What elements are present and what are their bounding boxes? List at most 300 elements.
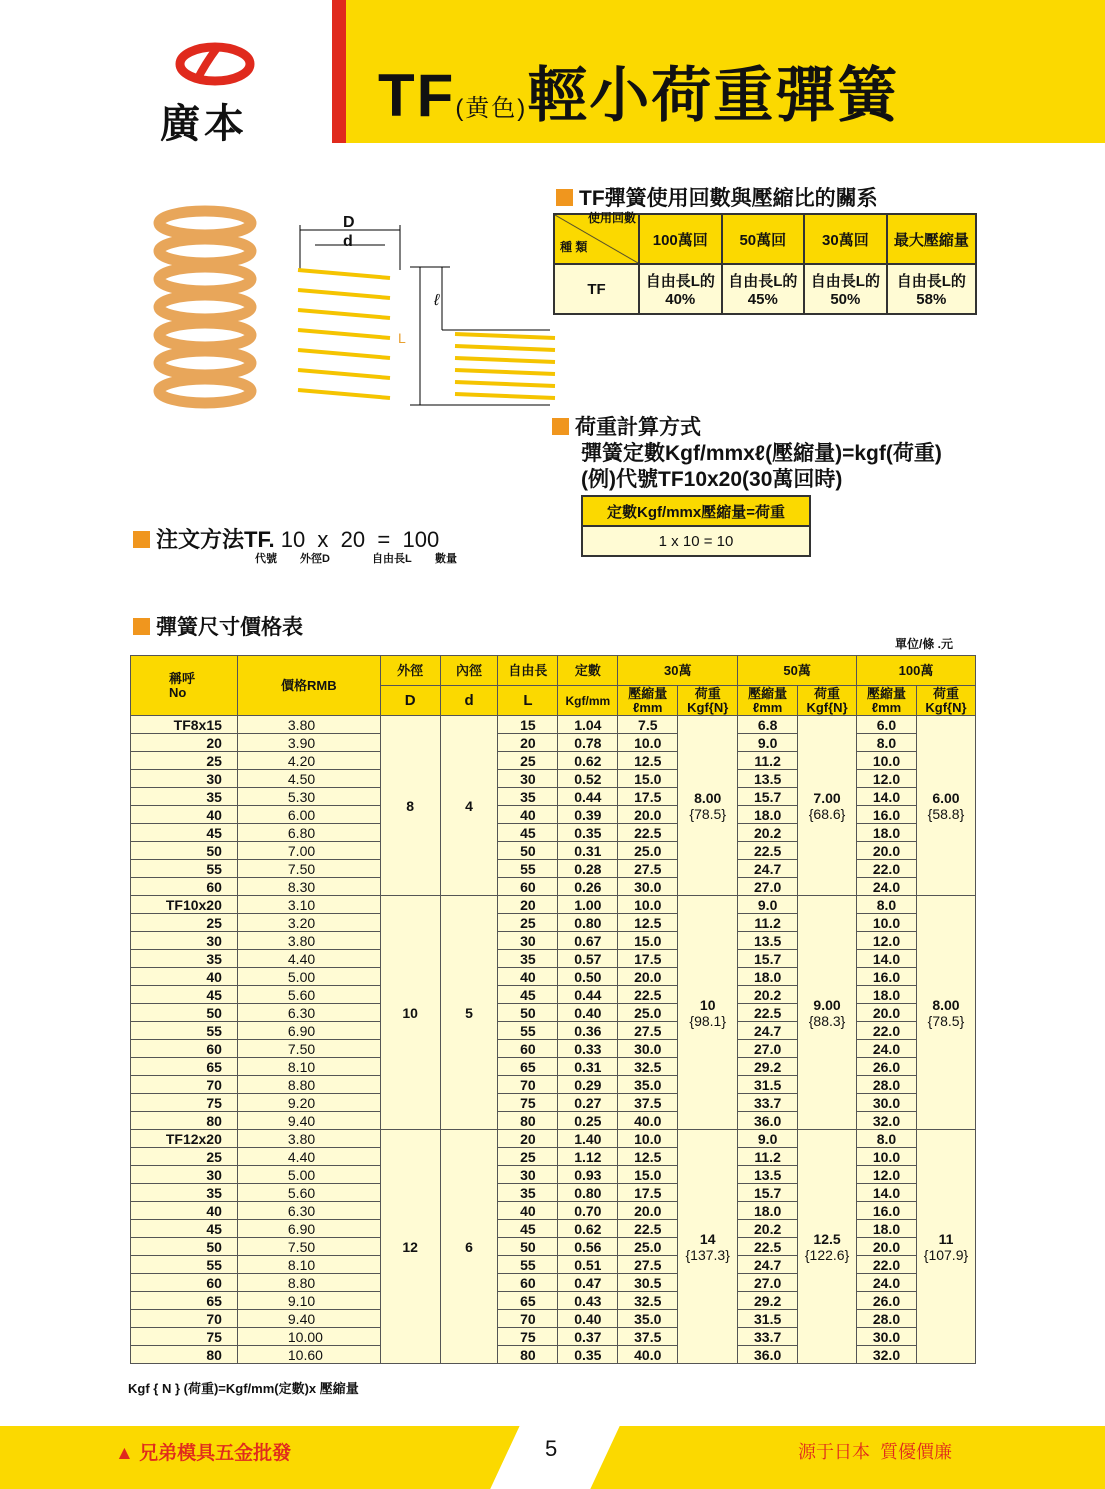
cell-price: 6.30 <box>237 1202 380 1220</box>
cell-comp-100w: 18.0 <box>857 986 917 1004</box>
cell-outer-diameter: 10 <box>380 896 440 1130</box>
cell-comp-100w: 32.0 <box>857 1112 917 1130</box>
cell-comp-30w: 35.0 <box>618 1076 678 1094</box>
cell-free-length: 55 <box>498 1022 558 1040</box>
cell-free-length: 20 <box>498 1130 558 1148</box>
cell-free-length: 25 <box>498 1148 558 1166</box>
cell-comp-100w: 30.0 <box>857 1328 917 1346</box>
cell-free-length: 50 <box>498 1004 558 1022</box>
cell-name: 20 <box>131 734 238 752</box>
cell-constant: 0.80 <box>558 1184 618 1202</box>
cell-comp-100w: 8.0 <box>857 734 917 752</box>
cell-name: 45 <box>131 986 238 1004</box>
cell-load-50w: 7.00 {68.6} <box>798 716 857 896</box>
load-calc-heading: 荷重計算方式 <box>552 411 701 441</box>
cell-name: 35 <box>131 950 238 968</box>
cell-comp-30w: 37.5 <box>618 1328 678 1346</box>
cell-comp-100w: 16.0 <box>857 1202 917 1220</box>
cell-comp-100w: 12.0 <box>857 770 917 788</box>
cell-price: 8.80 <box>237 1076 380 1094</box>
cell-comp-100w: 20.0 <box>857 1004 917 1022</box>
brand-logo-icon <box>175 42 255 86</box>
header-outer-diameter: 外徑 <box>380 656 440 686</box>
cell-comp-30w: 15.0 <box>618 1166 678 1184</box>
cell-name: TF8x15 <box>131 716 238 734</box>
footnote: Kgf { N } (荷重)=Kgf/mm(定數)x 壓縮量 <box>128 1381 359 1396</box>
order-note: 外徑D <box>300 553 330 565</box>
cell-name: 45 <box>131 1220 238 1238</box>
header-50w: 50萬 <box>738 656 857 686</box>
cell-free-length: 40 <box>498 806 558 824</box>
cell-name: 25 <box>131 914 238 932</box>
cell-free-length: 65 <box>498 1292 558 1310</box>
cell-constant: 0.80 <box>558 914 618 932</box>
triangle-icon: ▲ <box>115 1443 134 1464</box>
cell-constant: 0.36 <box>558 1022 618 1040</box>
cell-inner-diameter: 6 <box>440 1130 498 1364</box>
cell-comp-100w: 14.0 <box>857 788 917 806</box>
cell-load-30w: 8.00 {78.5} <box>678 716 738 896</box>
cell-free-length: 80 <box>498 1112 558 1130</box>
cell-comp-50w: 9.0 <box>738 734 798 752</box>
cell-name: 60 <box>131 1040 238 1058</box>
cell-name: 25 <box>131 752 238 770</box>
cell-name: 55 <box>131 860 238 878</box>
cell-price: 6.30 <box>237 1004 380 1022</box>
cell-price: 4.40 <box>237 950 380 968</box>
cell-comp-30w: 30.0 <box>618 1040 678 1058</box>
cell-price: 3.80 <box>237 932 380 950</box>
cell-price: 4.20 <box>237 752 380 770</box>
cell-comp-30w: 7.5 <box>618 716 678 734</box>
cell-comp-50w: 6.8 <box>738 716 798 734</box>
cell-constant: 0.93 <box>558 1166 618 1184</box>
cell-constant: 0.39 <box>558 806 618 824</box>
cell-constant: 0.44 <box>558 986 618 1004</box>
cell-comp-100w: 16.0 <box>857 806 917 824</box>
header-d: d <box>440 686 498 716</box>
cell-free-length: 75 <box>498 1094 558 1112</box>
cell-price: 8.10 <box>237 1256 380 1274</box>
cell-comp-100w: 22.0 <box>857 860 917 878</box>
cell-comp-50w: 27.0 <box>738 878 798 896</box>
cell-constant: 0.33 <box>558 1040 618 1058</box>
order-note: 代號 <box>255 553 277 565</box>
cell-comp-30w: 32.5 <box>618 1058 678 1076</box>
cell-comp-100w: 24.0 <box>857 1274 917 1292</box>
cell-name: 70 <box>131 1076 238 1094</box>
header-L: L <box>498 686 558 716</box>
cell-free-length: 25 <box>498 914 558 932</box>
brand-name: 廣本 <box>160 102 248 146</box>
cell-name: 55 <box>131 1256 238 1274</box>
cell-comp-30w: 25.0 <box>618 1238 678 1256</box>
cell-comp-50w: 33.7 <box>738 1328 798 1346</box>
cell-comp-50w: 11.2 <box>738 914 798 932</box>
cell-name: 40 <box>131 806 238 824</box>
cell-comp-30w: 27.5 <box>618 860 678 878</box>
header-load: 荷重 Kgf{N} <box>798 686 857 716</box>
cell-comp-30w: 30.5 <box>618 1274 678 1292</box>
cell-price: 9.40 <box>237 1310 380 1328</box>
cell-name: 65 <box>131 1058 238 1076</box>
cell-comp-30w: 12.5 <box>618 914 678 932</box>
cell-comp-100w: 24.0 <box>857 878 917 896</box>
cell-comp-100w: 30.0 <box>857 1094 917 1112</box>
cell-price: 10.60 <box>237 1346 380 1364</box>
cell-price: 9.10 <box>237 1292 380 1310</box>
cell-free-length: 65 <box>498 1058 558 1076</box>
cell-comp-50w: 29.2 <box>738 1058 798 1076</box>
cell-constant: 0.62 <box>558 752 618 770</box>
cell-comp-50w: 15.7 <box>738 950 798 968</box>
cell-comp-50w: 31.5 <box>738 1076 798 1094</box>
cell-constant: 0.40 <box>558 1310 618 1328</box>
cell-comp-30w: 15.0 <box>618 932 678 950</box>
cell-comp-30w: 20.0 <box>618 806 678 824</box>
cell-name: 35 <box>131 1184 238 1202</box>
page-title: TF(黄色)輕小荷重彈簧 <box>378 62 900 129</box>
cell-comp-30w: 12.5 <box>618 1148 678 1166</box>
cell-comp-100w: 8.0 <box>857 1130 917 1148</box>
header-comp: 壓縮量 ℓmm <box>738 686 798 716</box>
cell-price: 7.00 <box>237 842 380 860</box>
cell-comp-30w: 10.0 <box>618 734 678 752</box>
col-header: 100萬回 <box>639 214 722 264</box>
cell-constant: 0.29 <box>558 1076 618 1094</box>
cell-comp-50w: 13.5 <box>738 932 798 950</box>
header-30w: 30萬 <box>618 656 738 686</box>
relation-heading: TF彈簧使用回數與壓縮比的關系 <box>556 182 878 212</box>
header-comp: 壓縮量 ℓmm <box>857 686 917 716</box>
cell-name: 65 <box>131 1292 238 1310</box>
cell-constant: 0.56 <box>558 1238 618 1256</box>
relation-cell: 自由長L的 40% <box>639 264 722 314</box>
cell-free-length: 45 <box>498 1220 558 1238</box>
cell-name: 50 <box>131 842 238 860</box>
cell-constant: 0.62 <box>558 1220 618 1238</box>
cell-price: 3.90 <box>237 734 380 752</box>
cell-price: 5.60 <box>237 1184 380 1202</box>
header-D: D <box>380 686 440 716</box>
cell-name: 30 <box>131 932 238 950</box>
cell-comp-50w: 18.0 <box>738 806 798 824</box>
cell-comp-50w: 24.7 <box>738 1256 798 1274</box>
cell-comp-30w: 22.5 <box>618 824 678 842</box>
cell-price: 3.80 <box>237 1130 380 1148</box>
cell-comp-100w: 32.0 <box>857 1346 917 1364</box>
footer-right-text: 源于日本 質優價廉 <box>798 1442 953 1462</box>
cell-free-length: 30 <box>498 932 558 950</box>
cell-comp-50w: 9.0 <box>738 1130 798 1148</box>
cell-constant: 0.47 <box>558 1274 618 1292</box>
cell-name: 25 <box>131 1148 238 1166</box>
cell-free-length: 40 <box>498 968 558 986</box>
cell-comp-50w: 11.2 <box>738 752 798 770</box>
col-header: 最大壓縮量 <box>887 214 976 264</box>
cell-comp-30w: 17.5 <box>618 1184 678 1202</box>
cell-price: 4.40 <box>237 1148 380 1166</box>
cell-comp-50w: 15.7 <box>738 788 798 806</box>
cell-name: 60 <box>131 1274 238 1292</box>
cell-comp-30w: 25.0 <box>618 842 678 860</box>
cell-comp-50w: 20.2 <box>738 824 798 842</box>
cell-comp-30w: 25.0 <box>618 1004 678 1022</box>
cell-comp-30w: 40.0 <box>618 1346 678 1364</box>
cell-comp-100w: 10.0 <box>857 752 917 770</box>
cell-name: 30 <box>131 770 238 788</box>
cell-name: 80 <box>131 1112 238 1130</box>
cell-constant: 0.25 <box>558 1112 618 1130</box>
cell-name: 55 <box>131 1022 238 1040</box>
header-comp: 壓縮量 ℓmm <box>618 686 678 716</box>
spring-dimension-diagram <box>290 210 560 415</box>
cell-price: 3.20 <box>237 914 380 932</box>
cell-constant: 0.26 <box>558 878 618 896</box>
cell-constant: 0.28 <box>558 860 618 878</box>
relation-cell: 自由長L的 58% <box>887 264 976 314</box>
footer-left-text: ▲ 兄弟模具五金批發 <box>115 1443 292 1464</box>
cell-price: 7.50 <box>237 1040 380 1058</box>
cell-load-100w: 6.00 {58.8} <box>916 716 975 896</box>
cell-price: 10.00 <box>237 1328 380 1346</box>
cell-constant: 0.31 <box>558 842 618 860</box>
cell-price: 6.90 <box>237 1220 380 1238</box>
cell-comp-50w: 27.0 <box>738 1040 798 1058</box>
cell-comp-100w: 26.0 <box>857 1058 917 1076</box>
cell-free-length: 30 <box>498 1166 558 1184</box>
load-calc-box-header: 定數Kgf/mmx壓縮量=荷重 <box>582 496 810 526</box>
cell-load-100w: 11 {107.9} <box>916 1130 975 1364</box>
cell-comp-50w: 24.7 <box>738 860 798 878</box>
cell-free-length: 25 <box>498 752 558 770</box>
cell-free-length: 75 <box>498 1328 558 1346</box>
cell-free-length: 55 <box>498 860 558 878</box>
cell-inner-diameter: 4 <box>440 716 498 896</box>
col-header: 50萬回 <box>722 214 805 264</box>
cell-price: 7.50 <box>237 1238 380 1256</box>
cell-name: TF12x20 <box>131 1130 238 1148</box>
cell-constant: 1.04 <box>558 716 618 734</box>
cell-price: 8.80 <box>237 1274 380 1292</box>
cell-free-length: 50 <box>498 1238 558 1256</box>
cell-comp-100w: 10.0 <box>857 1148 917 1166</box>
cell-free-length: 35 <box>498 1184 558 1202</box>
cell-free-length: 35 <box>498 950 558 968</box>
cell-free-length: 60 <box>498 1040 558 1058</box>
cell-free-length: 70 <box>498 1076 558 1094</box>
cell-constant: 1.00 <box>558 896 618 914</box>
cell-name: TF10x20 <box>131 896 238 914</box>
cell-free-length: 20 <box>498 734 558 752</box>
load-calc-example: (例)代號TF10x20(30萬回時) <box>581 468 843 491</box>
cell-price: 5.00 <box>237 968 380 986</box>
cell-comp-30w: 35.0 <box>618 1310 678 1328</box>
cell-comp-50w: 36.0 <box>738 1112 798 1130</box>
cell-free-length: 50 <box>498 842 558 860</box>
cell-free-length: 55 <box>498 1256 558 1274</box>
table-row <box>131 1130 976 1148</box>
cell-name: 50 <box>131 1004 238 1022</box>
table-row <box>131 716 976 734</box>
cell-comp-30w: 30.0 <box>618 878 678 896</box>
cell-load-50w: 9.00 {88.3} <box>798 896 857 1130</box>
table-row <box>131 896 976 914</box>
load-calc-formula: 彈簧定數Kgf/mmxℓ(壓縮量)=kgf(荷重) <box>581 442 942 465</box>
order-note: 數量 <box>435 553 457 565</box>
cell-price: 3.10 <box>237 896 380 914</box>
cell-comp-100w: 16.0 <box>857 968 917 986</box>
cell-price: 5.30 <box>237 788 380 806</box>
cell-comp-30w: 10.0 <box>618 896 678 914</box>
order-method: 注文方法TF. 10 x 20 = 100 <box>133 523 439 554</box>
label-l: ℓ <box>434 292 440 309</box>
cell-name: 75 <box>131 1328 238 1346</box>
cell-comp-30w: 20.0 <box>618 1202 678 1220</box>
cell-constant: 0.43 <box>558 1292 618 1310</box>
corner-header: 使用回數 種 類 <box>554 214 639 264</box>
cell-comp-30w: 32.5 <box>618 1292 678 1310</box>
cell-comp-100w: 14.0 <box>857 950 917 968</box>
col-header: 30萬回 <box>804 214 887 264</box>
cell-price: 6.00 <box>237 806 380 824</box>
cell-comp-100w: 28.0 <box>857 1076 917 1094</box>
cell-price: 5.60 <box>237 986 380 1004</box>
cell-comp-50w: 11.2 <box>738 1148 798 1166</box>
cell-price: 8.10 <box>237 1058 380 1076</box>
cell-name: 40 <box>131 1202 238 1220</box>
price-table-heading: 彈簧尺寸價格表 <box>133 611 303 641</box>
cell-comp-30w: 27.5 <box>618 1022 678 1040</box>
label-d: d <box>343 233 353 250</box>
cell-constant: 0.67 <box>558 932 618 950</box>
cell-name: 60 <box>131 878 238 896</box>
cell-load-30w: 14 {137.3} <box>678 1130 738 1364</box>
cell-price: 9.20 <box>237 1094 380 1112</box>
cell-comp-30w: 22.5 <box>618 986 678 1004</box>
header-price: 價格RMB <box>237 656 380 716</box>
cell-comp-50w: 33.7 <box>738 1094 798 1112</box>
cell-free-length: 45 <box>498 824 558 842</box>
cell-comp-100w: 24.0 <box>857 1040 917 1058</box>
cell-comp-100w: 18.0 <box>857 824 917 842</box>
label-D: D <box>343 214 355 231</box>
cell-constant: 0.37 <box>558 1328 618 1346</box>
cell-comp-50w: 20.2 <box>738 1220 798 1238</box>
header-free-length: 自由長 <box>498 656 558 686</box>
cell-comp-30w: 22.5 <box>618 1220 678 1238</box>
cell-name: 30 <box>131 1166 238 1184</box>
spring-photo <box>145 205 265 415</box>
header-100w: 100萬 <box>857 656 976 686</box>
cell-free-length: 60 <box>498 878 558 896</box>
cell-constant: 0.35 <box>558 824 618 842</box>
cell-free-length: 35 <box>498 788 558 806</box>
cell-constant: 0.40 <box>558 1004 618 1022</box>
cell-constant: 0.70 <box>558 1202 618 1220</box>
cell-comp-100w: 28.0 <box>857 1310 917 1328</box>
cell-price: 6.80 <box>237 824 380 842</box>
cell-comp-100w: 8.0 <box>857 896 917 914</box>
header-inner-diameter: 內徑 <box>440 656 498 686</box>
cell-price: 8.30 <box>237 878 380 896</box>
cell-name: 70 <box>131 1310 238 1328</box>
cell-comp-30w: 27.5 <box>618 1256 678 1274</box>
cell-name: 50 <box>131 1238 238 1256</box>
header-load: 荷重 Kgf{N} <box>678 686 738 716</box>
relation-cell: 自由長L的 45% <box>722 264 805 314</box>
cell-constant: 0.31 <box>558 1058 618 1076</box>
cell-free-length: 40 <box>498 1202 558 1220</box>
cell-comp-100w: 6.0 <box>857 716 917 734</box>
cell-comp-30w: 15.0 <box>618 770 678 788</box>
unit-label: 單位/條 .元 <box>895 637 954 651</box>
cell-price: 7.50 <box>237 860 380 878</box>
cell-comp-50w: 36.0 <box>738 1346 798 1364</box>
cell-name: 80 <box>131 1346 238 1364</box>
cell-constant: 0.44 <box>558 788 618 806</box>
load-calc-box <box>581 495 811 557</box>
cell-constant: 0.50 <box>558 968 618 986</box>
cell-constant: 0.57 <box>558 950 618 968</box>
cell-price: 4.50 <box>237 770 380 788</box>
cell-load-30w: 10 {98.1} <box>678 896 738 1130</box>
cell-comp-50w: 31.5 <box>738 1310 798 1328</box>
cell-constant: 0.78 <box>558 734 618 752</box>
cell-comp-50w: 22.5 <box>738 1238 798 1256</box>
price-table <box>130 655 976 1364</box>
cell-comp-30w: 12.5 <box>618 752 678 770</box>
cell-comp-30w: 17.5 <box>618 788 678 806</box>
cell-comp-50w: 20.2 <box>738 986 798 1004</box>
cell-name: 45 <box>131 824 238 842</box>
cell-comp-50w: 9.0 <box>738 896 798 914</box>
cell-free-length: 45 <box>498 986 558 1004</box>
cell-inner-diameter: 5 <box>440 896 498 1130</box>
cell-free-length: 20 <box>498 896 558 914</box>
cell-comp-100w: 10.0 <box>857 914 917 932</box>
cell-comp-30w: 17.5 <box>618 950 678 968</box>
cell-comp-50w: 13.5 <box>738 1166 798 1184</box>
cell-comp-30w: 40.0 <box>618 1112 678 1130</box>
header-name: 稱呼 No <box>131 656 238 716</box>
cell-comp-50w: 22.5 <box>738 842 798 860</box>
cell-comp-50w: 22.5 <box>738 1004 798 1022</box>
cell-constant: 1.40 <box>558 1130 618 1148</box>
row-label: TF <box>554 264 639 314</box>
cell-free-length: 15 <box>498 716 558 734</box>
relation-table <box>553 213 977 315</box>
cell-comp-50w: 18.0 <box>738 1202 798 1220</box>
cell-comp-100w: 22.0 <box>857 1256 917 1274</box>
cell-outer-diameter: 8 <box>380 716 440 896</box>
cell-free-length: 60 <box>498 1274 558 1292</box>
label-L: L <box>398 330 406 346</box>
cell-comp-100w: 20.0 <box>857 842 917 860</box>
cell-comp-50w: 29.2 <box>738 1292 798 1310</box>
relation-cell: 自由長L的 50% <box>804 264 887 314</box>
cell-constant: 0.51 <box>558 1256 618 1274</box>
cell-comp-30w: 20.0 <box>618 968 678 986</box>
cell-constant: 0.35 <box>558 1346 618 1364</box>
cell-comp-100w: 14.0 <box>857 1184 917 1202</box>
cell-comp-100w: 26.0 <box>857 1292 917 1310</box>
cell-load-100w: 8.00 {78.5} <box>916 896 975 1130</box>
header-accent-bar <box>332 0 346 143</box>
cell-load-50w: 12.5 {122.6} <box>798 1130 857 1364</box>
cell-name: 35 <box>131 788 238 806</box>
page-number: 5 <box>545 1436 558 1461</box>
